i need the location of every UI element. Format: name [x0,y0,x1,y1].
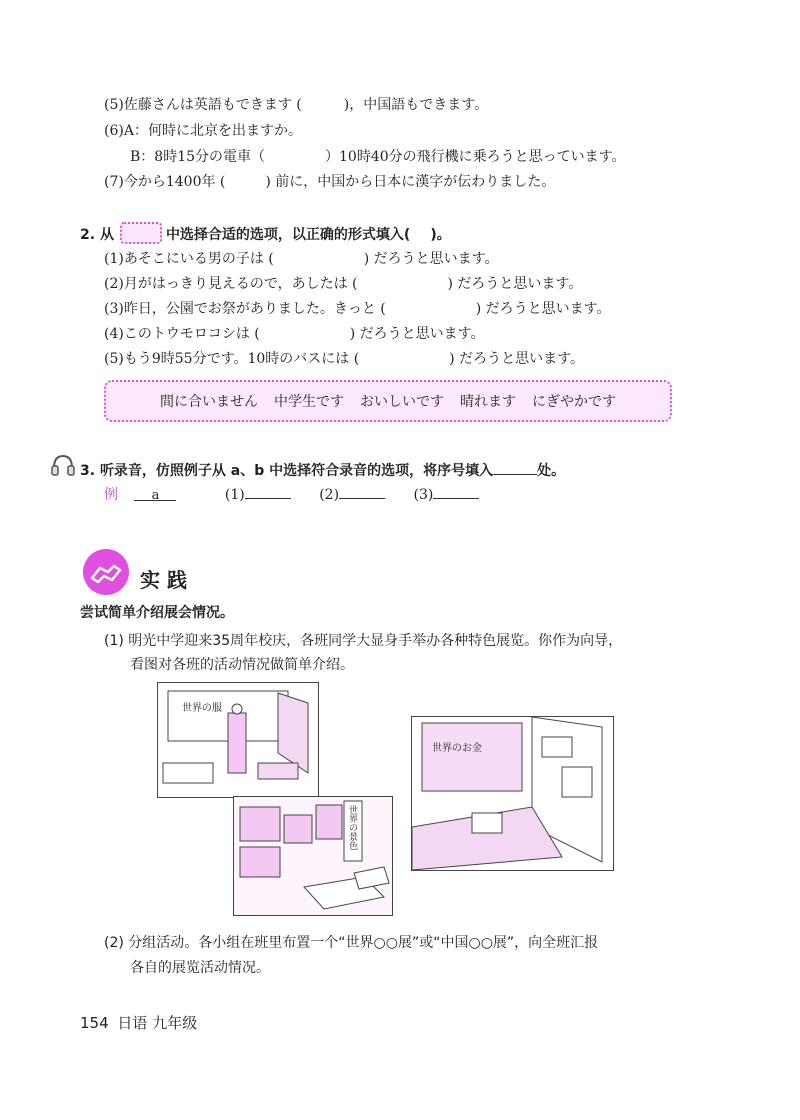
item-top-7: (7)今から1400年 ( ) 前に，中国から日本に漢字が伝わりました。 [104,174,556,190]
sign-money: 世界のお金 [432,743,482,754]
practice-item-1b: 看图对各班的活动情况做简单介绍。 [130,657,354,673]
illustration-scenery-exhibit [233,796,393,916]
book-title: 日语 九年级 [117,1014,198,1032]
item-top-5: (5)佐藤さんは英語もできます ( )，中国語もできます。 [104,97,489,113]
q2-item-2: (2)月がはっきり見えるので，あしたは ( ) だろうと思います。 [104,276,583,292]
q2-choices-box [104,380,672,422]
q2-item-4: (4)このトウモロコシは ( ) だろうと思います。 [104,326,485,342]
sign-scenery: 世界の景色 [347,805,357,850]
practice-item-2b: 各自的展览活动情况。 [130,960,270,976]
q2-choice-box-marker [120,222,162,244]
practice-title: 实 践 [140,568,187,592]
choice-option: 中学生です [274,394,344,410]
choice-option: おいしいです [360,394,444,410]
q3-answers: 例 a (1) (2) (3) [104,484,479,504]
q2-heading: 2. 从 中选择合适的选项，以正确的形式填入( )。 [80,227,451,243]
q2-item-1: (1)あそこにいる男の子は ( ) だろうと思います。 [104,251,499,267]
illustration-clothes-exhibit [157,682,319,798]
choice-option: 間に合いません [160,394,258,410]
headphones-icon [50,452,76,478]
item-top-6a: (6)A：何時に北京を出ますか。 [104,123,302,139]
choice-option: にぎやかです [532,394,616,410]
sign-clothes: 世界の服 [182,703,222,714]
choice-option: 晴れます [460,394,516,410]
handshake-icon [82,548,130,596]
practice-item-1a: (1) 明光中学迎来35周年校庆，各班同学大显身手举办各种特色展览。你作为向导， [104,633,623,649]
item-top-6b: B：8時15分の電車（ ）10時40分の飛行機に乗ろうと思っています。 [130,149,626,165]
q2-item-3: (3)昨日，公園でお祭がありました。きっと ( ) だろうと思います。 [104,301,611,317]
q3-heading: 3. 听录音，仿照例子从 a、b 中选择符合录音的选项，将序号填入 处。 [80,460,565,480]
q2-item-5: (5)もう9時55分です。10時のバスには ( ) だろうと思います。 [104,351,584,367]
practice-intro: 尝试简单介绍展会情况。 [80,605,234,621]
page-number: 154 [80,1014,109,1032]
page-footer [80,1012,197,1033]
illustration-money-exhibit [411,716,614,871]
practice-item-2a: (2) 分组活动。各小组在班里布置一个“世界○○展”或“中国○○展”，向全班汇报 [104,935,599,951]
